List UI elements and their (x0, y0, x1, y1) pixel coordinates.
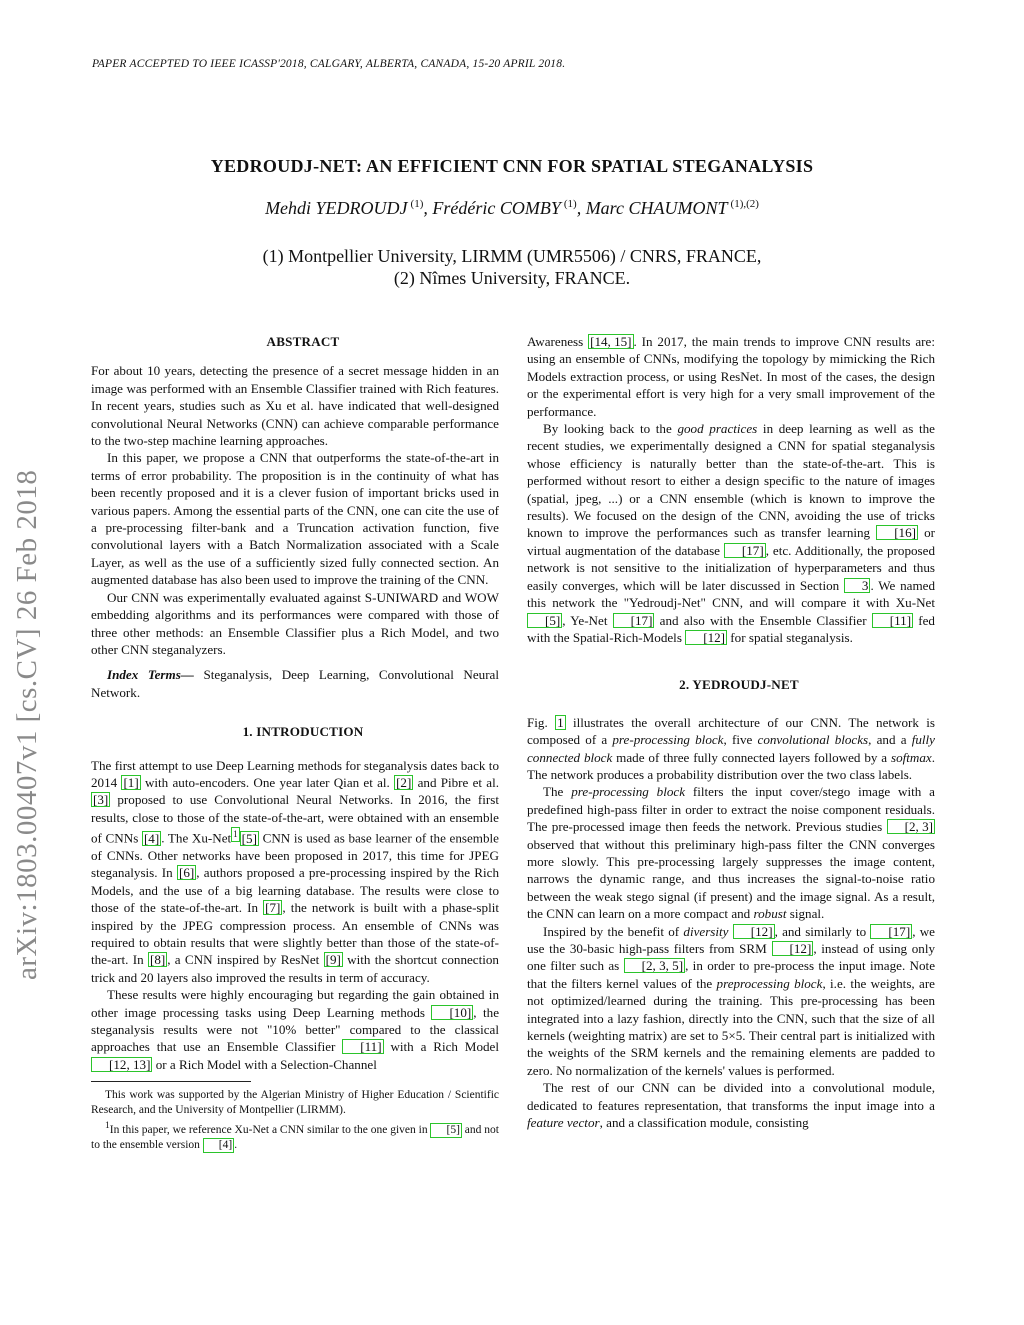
arxiv-id: arXiv:1803.00407v1 [cs.CV] 26 Feb 2018 (11, 469, 43, 980)
index-terms-text: Steganalysis, Deep Learning, Convolutional Neural Network. (91, 667, 500, 700)
citation-link[interactable]: [14, 15] (590, 334, 632, 349)
intro-paragraph-2: These results were highly encouraging but regarding the gain obtained in other image processing tasks using Deep Learning methods [10] , the steganalysis results were not "10% better" compared to the classical approaches that use an Ensemble Classifier [11] with a Rich Model [12, 13] or a Rich Model with a Selection-Channel (91, 987, 499, 1072)
figure-link[interactable]: 1 (557, 714, 564, 730)
citation-link[interactable]: [16] (876, 525, 918, 540)
affiliations (0, 245, 1024, 289)
citation-link[interactable]: [3] (93, 792, 109, 808)
left-column (91, 333, 499, 1153)
conference-header-note: PAPER ACCEPTED TO IEEE ICASSP'2018, CALGARY, ALBERTA, CANADA, 15-20 APRIL 2018. (92, 58, 566, 70)
citation-link[interactable]: [7] (265, 900, 281, 916)
footnote-link[interactable]: 1 (231, 827, 240, 842)
citation-link[interactable]: [11] (872, 613, 913, 628)
author-3-affil-mark: (1),(2) (730, 198, 759, 210)
section-2-paragraph-1: Fig. 1 illustrates the overall architecture of our CNN. The network is composed of a pre-processing block, five convolutional blocks, and a fully connected block made of three fully connected layers followed by a softmax. The network produces a probability distribution over the two class labels. (527, 714, 936, 782)
index-terms-label: Index Terms— (107, 667, 194, 683)
citation-link[interactable]: [1] (123, 774, 139, 790)
citation-link[interactable]: [11] (342, 1039, 383, 1054)
citation-link[interactable]: [10] (431, 1005, 473, 1020)
index-terms (91, 666, 499, 701)
citation-link[interactable]: [6] (178, 865, 195, 881)
author-1: Mehdi YEDROUDJ (265, 198, 408, 218)
citation-link[interactable]: [5] (430, 1123, 461, 1138)
affiliation-2: (2) Nîmes University, FRANCE. (393, 268, 631, 288)
section-2-paragraph-3: Inspired by the benefit of diversity [12] , and similarly to [17] , we use the 30-basic high-pass filters from SRM [12] , instead of using only one filter such as [2, 3, 5] , in order to pre-process the input image. Note that the filters kernel values of the preprocessing block, i.e. the weights, are not optimized/learned during the training. This pre-processing has been integrated into a lazy fashion, directly into the CNN, such that the size of all kernels (weighting matrix) are set to 5×5. Their central part is initialized with the weights of the SRM kernels and the remaining elements are padded to zero. No normalization of the kernels' values is performed. (527, 923, 936, 1078)
section-2-heading: 2. YEDROUDJ-NET (679, 677, 799, 693)
abstract-heading: ABSTRACT (266, 334, 340, 349)
footnotes (91, 1088, 499, 1153)
intro-paragraph-2-continued: Awareness [14, 15] . In 2017, the main trends to improve CNN results are: using an ensemble of CNNs, modifying the topology by mimicking the Rich Models extraction process, or using ResNet. In most of the cases, the design or the experimental effort is very high for a very small improvement of the performance. (527, 334, 935, 419)
intro-paragraph-1: The first attempt to use Deep Learning methods for steganalysis dates back to 2014 [1] with auto-encoders. One year later Qian et al. [2] and Pibre et al. [3] proposed to use Convolutional Neural Networks. In 2016, the first results, close to those of the state-of-the-art, were obtained with an ensemble of CNNs [4] . The Xu-Net $^1$ [5] CNN is used as base learner of the ensemble of CNNs. Other networks have been proposed in 2017, this time for JPEG steganalysis. In [6] , authors proposed a pre-processing inspired by the Rich Models, and the use of a big learning database. The results were close to those of the state-of-the-art. In [7] , the network is built with a phase-split inspired by the JPEG compression process. An ensemble of CNNs was required to obtain results that were slightly better than those of the state-of-the-art. In [8] , a CNN inspired by ResNet [9] with the shortcut connection trick and 20 layers also improved the results in term of accuracy. (91, 757, 500, 985)
author-2: Frédéric COMBY (432, 198, 561, 218)
intro-heading: 1. INTRODUCTION (242, 724, 364, 740)
section-link[interactable]: 3 (844, 578, 871, 593)
citation-link[interactable]: [12, 13] (91, 1057, 152, 1072)
affiliation-1: (1) Montpellier University, LIRMM (UMR5506) / CNRS, FRANCE, (262, 246, 762, 266)
paper-title: YEDROUDJ-NET: AN EFFICIENT CNN FOR SPATIAL STEGANALYSIS (210, 156, 814, 176)
citation-link[interactable]: [2, 3, 5] (624, 958, 685, 973)
right-column (527, 333, 935, 1131)
abstract-paragraph-1: For about 10 years, detecting the presence of a secret message hidden in an image was performed with an Ensemble Classifier trained with Rich features. In recent years, studies such as Xu et al. have indicated that well-designed convolutional Neural Networks (CNN) can achieve comparable performance to the two-step machine learning approaches. (91, 363, 499, 449)
citation-link[interactable]: [4] (143, 830, 160, 846)
section-2-paragraph-4: The rest of our CNN can be divided into a convolutional module, dedicated to features representation, that transforms the input image into a feature vector, and a classification module, consisting (527, 1080, 935, 1131)
arxiv-stamp (2, 350, 52, 980)
citation-link[interactable]: [4] (203, 1138, 234, 1153)
citation-link[interactable]: [5] (527, 613, 562, 628)
author-2-affil-mark: (1) (563, 198, 577, 210)
intro-paragraph-3: By looking back to the good practices in deep learning as well as the recent studies, we experimentally designed a CNN for spatial steganalysis whose efficiency is naturally better than the state-of-the-art. This is performed without resort to either a design specific to the nature of images (spatial, jpeg, ...) or a CNN ensemble (which is known to improve the results). We focused on the design of the CNN, avoiding the use of tricks known to improve the performances such as transfer learning [16] or virtual augmentation of the database [17] , etc. Additionally, the proposed network is not sensitive to the initialization of hyperparameters and thus easily converges, which will be later discussed in Section 3 . We named this network the "Yedroudj-Net" CNN, and will compare it with Xu-Net [5] , Ye-Net [17] and also with the Ensemble Classifier [11] fed with the Spatial-Rich-Models [12] for spatial steganalysis. (527, 421, 935, 645)
citation-link[interactable]: [2] (396, 774, 412, 790)
footnote-1: $^1$In this paper, we reference Xu-Net a CNN similar to the one given in [5] and not to the ensemble version [4] . (91, 1120, 499, 1152)
abstract-paragraph-2: In this paper, we propose a CNN that outperforms the state-of-the-art in terms of error probability. The proposition is in the continuity of what has been recently proposed and it is a clever fusion of important bricks used in various papers. Among the essential parts of the CNN, one can cite the use of a pre-processing filter-bank and a Truncation activation function, five convolutional layers with a Batch Normalization associated with a Scale Layer, as well as the use of a sufficiently sized fully connected section. An augmented database has also been used to improve the training of the CNN. (91, 450, 499, 588)
citation-link[interactable]: [17] (870, 924, 912, 939)
citation-link[interactable]: [9] (325, 952, 341, 968)
citation-link[interactable]: [5] (241, 830, 257, 846)
footnote-divider (91, 1081, 251, 1082)
author-line: Mehdi YEDROUDJ $^{(1)}$, Frédéric COMBY $^{(1)}$, Marc CHAUMONT $^{(1),(2)}$ (265, 198, 759, 218)
citation-link[interactable]: [12] (772, 941, 814, 956)
citation-link[interactable]: [12] (685, 630, 727, 645)
citation-link[interactable]: [12] (733, 924, 775, 939)
citation-link[interactable]: [17] (724, 543, 766, 558)
author-3: Marc CHAUMONT (585, 198, 728, 218)
author-1-affil-mark: (1) (410, 198, 424, 210)
section-2-paragraph-2: The pre-processing block filters the input cover/stego image with a predefined high-pass filter in order to extract the noise component residuals. The pre-processed image then feeds the network. Previous studies [2, 3] observed that without this preliminary high-pass filter the CNN converges more slowly. This pre-processing largely suppresses the image content, narrows the dynamic range, and thus increases the signal-to-noise ratio between the weak stego signal (if present) and the image signal. As a result, the CNN can learn on a more compact and robust signal. (527, 784, 935, 922)
citation-link[interactable]: [17] (613, 613, 655, 628)
citation-link[interactable]: [2, 3] (887, 819, 935, 834)
abstract-paragraph-3: Our CNN was experimentally evaluated against S-UNIWARD and WOW embedding algorithms and its performances were compared with those of three other methods: an Ensemble Classifier plus a Rich Model, and two other CNN steganalyzers. (91, 589, 499, 657)
citation-link[interactable]: [8] (149, 952, 166, 968)
funding-footnote: This work was supported by the Algerian Ministry of Higher Education / Scientific Research, and the University of Montpellier (LIRMM). (91, 1089, 499, 1117)
